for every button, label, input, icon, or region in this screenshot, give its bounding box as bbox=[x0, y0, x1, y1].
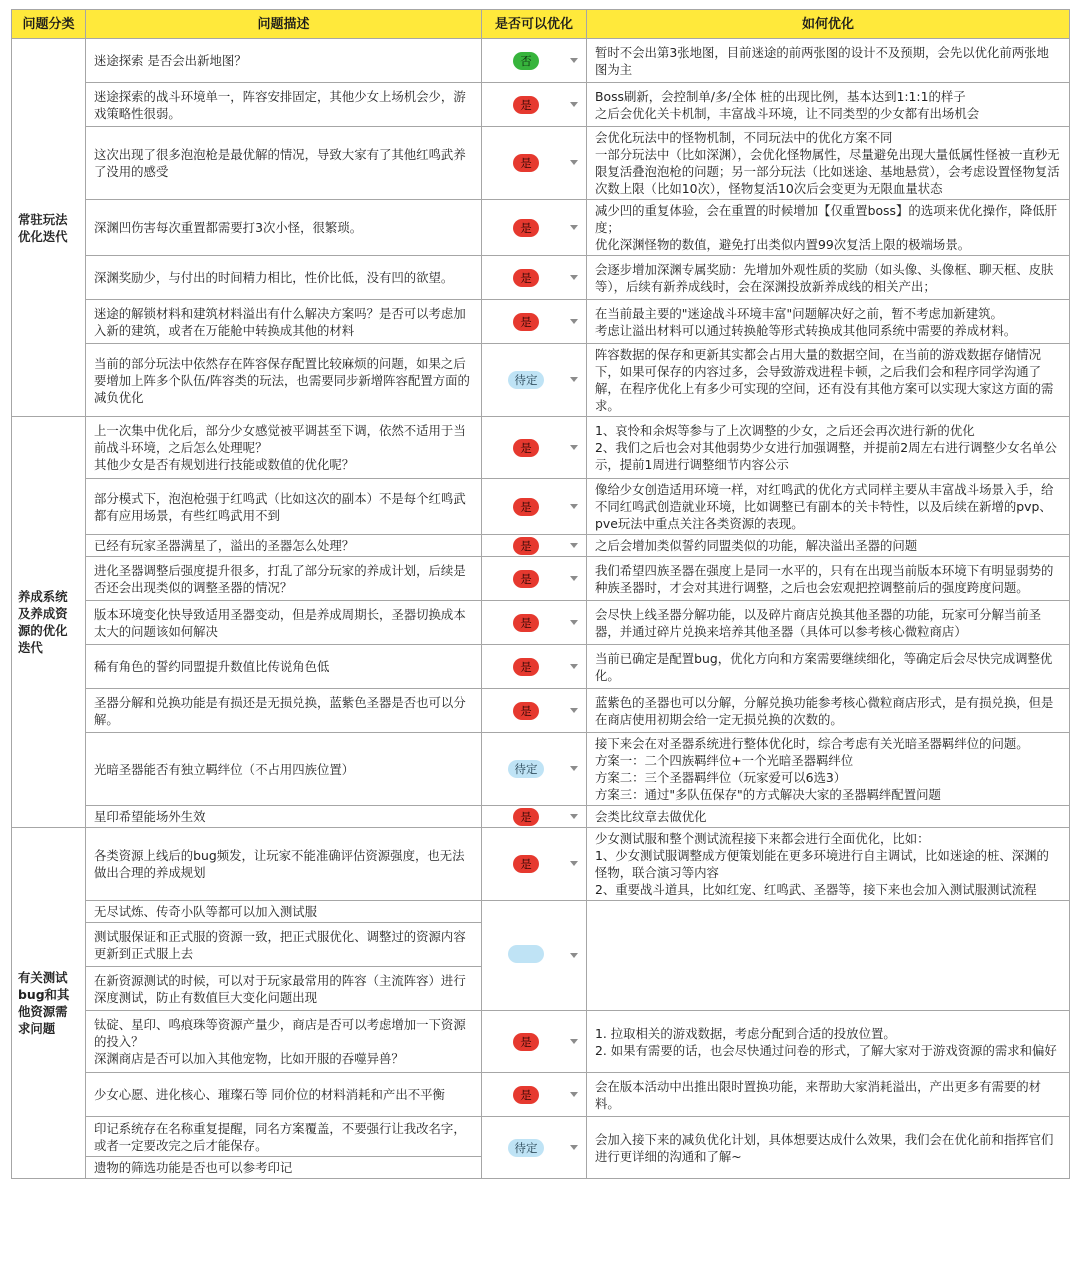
text-line: 优化深渊怪物的数值，避免打出类似内置99次复活上限的极端场景。 bbox=[595, 237, 971, 252]
status-badge: 是 bbox=[513, 96, 539, 114]
table-row bbox=[12, 39, 1070, 83]
text-line: 无尽试炼、传奇小队等都可以加入测试服 bbox=[94, 904, 318, 919]
text-line: 我们希望四族圣器在强度上是同一水平的，只有在出现当前版本环境下有明显弱势的种族圣器时，才会对其进行调整，之后也会宏观把控调整前后的强度跨度问题。 bbox=[595, 562, 1054, 595]
table-row bbox=[12, 535, 1070, 557]
description-cell bbox=[86, 479, 482, 535]
dropdown-arrow-icon[interactable] bbox=[570, 1039, 578, 1044]
status-badge: 是 bbox=[513, 269, 539, 287]
text-line: 迷途探索的战斗环境单一，阵容安排固定，其他少女上场机会少，游戏策略性很弱。 bbox=[94, 88, 466, 121]
status-cell[interactable] bbox=[482, 535, 587, 557]
feedback-table bbox=[11, 9, 1070, 1179]
status-badge: 是 bbox=[513, 219, 539, 237]
table-row bbox=[12, 1011, 1070, 1073]
text-line: 像给少女创造适用环境一样，对红鸣武的优化方式同样主要从丰富战斗场景入手，给不同红鸣武创造就业环境，比如调整已有副本的关卡特性，以及后续在新增的pvp、pve玩法中重点关注各类资源的表现。 bbox=[595, 482, 1054, 531]
text-line: 深渊商店是否可以加入其他宠物，比如开服的吞噬异兽？ bbox=[94, 1051, 404, 1066]
description-cell bbox=[86, 1157, 482, 1179]
text-line: 1. 拉取相关的游戏数据，考虑分配到合适的投放位置。 bbox=[595, 1025, 896, 1041]
status-badge: 是 bbox=[513, 439, 539, 457]
description-cell bbox=[86, 127, 482, 200]
text-line: 光暗圣器能否有独立羁绊位（不占用四族位置） bbox=[94, 761, 355, 777]
dropdown-arrow-icon[interactable] bbox=[570, 319, 578, 324]
status-badge: 待定 bbox=[508, 1139, 544, 1157]
status-badge: 是 bbox=[513, 498, 539, 516]
table-row bbox=[12, 1117, 1070, 1157]
text-line: 测试服保证和正式服的资源一致，把正式服优化、调整过的资源内容更新到正式服上去 bbox=[94, 928, 466, 961]
text-line: 已经有玩家圣器满星了，溢出的圣器怎么处理？ bbox=[94, 538, 355, 553]
status-cell[interactable] bbox=[482, 479, 587, 535]
text-line: 之后会优化关卡机制，丰富战斗环境，让不同类型的少女都有出场机会 bbox=[595, 105, 980, 121]
dropdown-arrow-icon[interactable] bbox=[570, 275, 578, 280]
status-badge: 是 bbox=[513, 614, 539, 632]
status-cell[interactable] bbox=[482, 127, 587, 200]
description-cell bbox=[86, 901, 482, 923]
text-line: 部分模式下，泡泡枪强于红鸣武（比如这次的副本）不是每个红鸣武都有应用场景，有些红鸣武用不到 bbox=[94, 490, 466, 523]
description-cell bbox=[86, 557, 482, 601]
description-cell bbox=[86, 256, 482, 300]
status-badge: 待定 bbox=[508, 371, 544, 389]
dropdown-arrow-icon[interactable] bbox=[570, 708, 578, 713]
dropdown-arrow-icon[interactable] bbox=[570, 620, 578, 625]
text-line: 少女心愿、进化核心、璀璨石等 同价位的材料消耗和产出不平衡 bbox=[94, 1087, 445, 1102]
description-cell bbox=[86, 344, 482, 417]
answer-cell bbox=[587, 733, 1070, 806]
text-line: 在新资源测试的时候，可以对于玩家最常用的阵容（主流阵容）进行深度测试，防止有数值巨大变化问题出现 bbox=[94, 972, 466, 1005]
text-line: 接下来会在对圣器系统进行整体优化时，综合考虑有关光暗圣器羁绊位的问题。 bbox=[595, 736, 1029, 751]
text-line: 上一次集中优化后，部分少女感觉被平调甚至下调，依然不适用于当前战斗环境，之后怎么处理呢？ bbox=[94, 423, 466, 455]
header-row bbox=[12, 10, 1070, 39]
dropdown-arrow-icon[interactable] bbox=[570, 377, 578, 382]
text-line: 一部分玩法中（比如深渊），会优化怪物属性，尽量避免出现大量低属性怪被一直秒无限复活叠泡泡枪的问题；另一部分玩法（比如迷途、基地悬赏），会考虑设置怪物复活次数上限（比如10次），怪物复活10次后会变更为无限血量状态 bbox=[595, 147, 1060, 196]
header-optimizable: 是否可以优化 bbox=[482, 10, 587, 39]
table-row bbox=[12, 344, 1070, 417]
status-badge: 是 bbox=[513, 702, 539, 720]
description-cell bbox=[86, 967, 482, 1011]
status-cell[interactable] bbox=[482, 733, 587, 806]
description-cell bbox=[86, 417, 482, 479]
text-line: 版本环境变化快导致适用圣器变动，但是养成周期长，圣器切换成本太大的问题该如何解决 bbox=[94, 606, 466, 639]
description-cell bbox=[86, 689, 482, 733]
text-line: 考虑让溢出材料可以通过转换舱等形式转换成其他同系统中需要的养成材料。 bbox=[595, 322, 1017, 338]
text-line: 这次出现了很多泡泡枪是最优解的情况，导致大家有了其他红鸣武养了没用的感受 bbox=[94, 147, 466, 179]
dropdown-arrow-icon[interactable] bbox=[570, 576, 578, 581]
status-cell[interactable] bbox=[482, 645, 587, 689]
text-line: 当前已确定是配置bug，优化方向和方案需要继续细化，等确定后会尽快完成调整优化。 bbox=[595, 650, 1053, 683]
status-badge: 是 bbox=[513, 1033, 539, 1051]
answer-cell bbox=[587, 1011, 1070, 1073]
status-cell[interactable] bbox=[482, 300, 587, 344]
answer-cell bbox=[587, 601, 1070, 645]
table-row bbox=[12, 828, 1070, 901]
text-line: 迷途探索 是否会出新地图？ bbox=[94, 53, 247, 68]
status-cell[interactable] bbox=[482, 1011, 587, 1073]
table-row bbox=[12, 1073, 1070, 1117]
status-badge: 是 bbox=[513, 313, 539, 331]
table-row bbox=[12, 689, 1070, 733]
dropdown-arrow-icon[interactable] bbox=[570, 1145, 578, 1150]
table-row bbox=[12, 557, 1070, 601]
status-badge: 是 bbox=[513, 855, 539, 873]
status-badge: 是 bbox=[513, 570, 539, 588]
dropdown-arrow-icon[interactable] bbox=[570, 664, 578, 669]
text-line: 减少凹的重复体验，会在重置的时候增加【仅重置boss】的选项来优化操作，降低肝度； bbox=[595, 203, 1058, 235]
description-cell bbox=[86, 806, 482, 828]
status-cell[interactable] bbox=[482, 200, 587, 256]
table-row bbox=[12, 127, 1070, 200]
category-cell: 养成系统及养成资源的优化迭代 bbox=[12, 417, 86, 828]
dropdown-arrow-icon[interactable] bbox=[570, 58, 578, 63]
status-badge: 否 bbox=[513, 52, 539, 70]
status-cell[interactable] bbox=[482, 901, 587, 1011]
text-line: 1、哀怜和余烬等参与了上次调整的少女，之后还会再次进行新的优化 bbox=[595, 423, 975, 438]
text-line: 在当前最主要的"迷途战斗环境丰富"问题解决好之前，暂不考虑加新建筑。 bbox=[595, 305, 1003, 321]
status-badge: 待定 bbox=[508, 760, 544, 778]
dropdown-arrow-icon[interactable] bbox=[570, 1092, 578, 1097]
status-cell[interactable] bbox=[482, 344, 587, 417]
status-badge: 是 bbox=[513, 658, 539, 676]
dropdown-arrow-icon[interactable] bbox=[570, 102, 578, 107]
text-line: 蓝紫色的圣器也可以分解，分解兑换功能参考核心微粒商店形式，是有损兑换，但是在商店使用初期会给一定无损兑换的次数的。 bbox=[595, 694, 1054, 727]
status-badge: 是 bbox=[513, 1086, 539, 1104]
status-cell[interactable] bbox=[482, 601, 587, 645]
table-row bbox=[12, 901, 1070, 923]
dropdown-arrow-icon[interactable] bbox=[570, 814, 578, 819]
text-line: 2、我们之后也会对其他弱势少女进行加强调整，并提前2周左右进行调整少女名单公示，提前1周进行调整细节内容公示 bbox=[595, 440, 1057, 472]
dropdown-arrow-icon[interactable] bbox=[570, 504, 578, 509]
answer-cell bbox=[587, 828, 1070, 901]
answer-cell bbox=[587, 256, 1070, 300]
description-cell bbox=[86, 645, 482, 689]
answer-cell bbox=[587, 901, 1070, 1011]
text-line: 暂时不会出第3张地图，目前迷途的前两张图的设计不及预期，会先以优化前两张地图为主 bbox=[595, 44, 1049, 77]
description-cell bbox=[86, 601, 482, 645]
status-cell[interactable] bbox=[482, 1117, 587, 1179]
answer-cell bbox=[587, 1073, 1070, 1117]
status-cell[interactable] bbox=[482, 417, 587, 479]
dropdown-arrow-icon[interactable] bbox=[570, 766, 578, 771]
status-badge: 是 bbox=[513, 537, 539, 555]
text-line: 各类资源上线后的bug频发，让玩家不能准确评估资源强度，也无法做出合理的养成规划 bbox=[94, 848, 465, 880]
answer-cell bbox=[587, 479, 1070, 535]
header-description: 问题描述 bbox=[86, 10, 482, 39]
status-cell[interactable] bbox=[482, 689, 587, 733]
text-line: 会尽快上线圣器分解功能，以及碎片商店兑换其他圣器的功能，玩家可分解当前圣器，并通过碎片兑换来培养其他圣器（具体可以参考核心微粒商店） bbox=[595, 606, 1042, 639]
description-cell bbox=[86, 39, 482, 83]
table-row bbox=[12, 601, 1070, 645]
text-line: 会逐步增加深渊专属奖励：先增加外观性质的奖励（如头像、头像框、聊天框、皮肤等），后续有新养成线时，会在深渊投放新养成线的相关产出； bbox=[595, 261, 1054, 294]
table-row bbox=[12, 83, 1070, 127]
category-cell: 常驻玩法优化迭代 bbox=[12, 39, 86, 417]
answer-cell bbox=[587, 806, 1070, 828]
table-row bbox=[12, 256, 1070, 300]
header-how: 如何优化 bbox=[587, 10, 1070, 39]
answer-cell bbox=[587, 344, 1070, 417]
text-line: 印记系统存在名称重复提醒，同名方案覆盖，不要强行让我改名字，或者一定要改完之后才能保存。 bbox=[94, 1120, 466, 1153]
text-line: 少女测试服和整个测试流程接下来都会进行全面优化，比如： bbox=[595, 831, 930, 846]
dropdown-arrow-icon[interactable] bbox=[570, 543, 578, 548]
text-line: 方案二：三个圣器羁绊位（玩家爱可以6选3） bbox=[595, 770, 847, 785]
description-cell bbox=[86, 923, 482, 967]
table-row bbox=[12, 806, 1070, 828]
text-line: 1、少女测试服调整成方便策划能在更多环境进行自主调试，比如迷途的桩、深渊的怪物，联合演习等内容 bbox=[595, 848, 1049, 880]
answer-cell bbox=[587, 39, 1070, 83]
text-line: 进化圣器调整后强度提升很多，打乱了部分玩家的养成计划，后续是否还会出现类似的调整圣器的情况？ bbox=[94, 562, 466, 595]
description-cell bbox=[86, 200, 482, 256]
text-line: 之后会增加类似誓约同盟类似的功能，解决溢出圣器的问题 bbox=[595, 538, 918, 553]
text-line: 2、重要战斗道具，比如红宠、红鸣武、圣器等，接下来也会加入测试服测试流程 bbox=[595, 882, 1037, 897]
status-cell[interactable] bbox=[482, 557, 587, 601]
text-line: 方案三：通过"多队伍保存"的方式解决大家的圣器羁绊配置问题 bbox=[595, 787, 941, 802]
answer-cell bbox=[587, 535, 1070, 557]
text-line: 深渊奖励少，与付出的时间精力相比，性价比低，没有凹的欲望。 bbox=[94, 270, 454, 285]
status-cell[interactable] bbox=[482, 83, 587, 127]
text-line: 深渊凹伤害每次重置都需要打3次小怪，很繁琐。 bbox=[94, 220, 363, 235]
table-row bbox=[12, 479, 1070, 535]
text-line: 阵容数据的保存和更新其实都会占用大量的数据空间，在当前的游戏数据存储情况下，如果可保存的内容过多，会导致游戏进程卡顿，之后我们会和程序同学沟通了解，在程序优化上有多少可实现的空间，还有没有其他方案可以实现大家这方面的需求。 bbox=[595, 347, 1054, 413]
dropdown-arrow-icon[interactable] bbox=[570, 953, 578, 958]
answer-cell bbox=[587, 127, 1070, 200]
table-row bbox=[12, 645, 1070, 689]
text-line: 其他少女是否有规划进行技能或数值的优化呢？ bbox=[94, 457, 355, 472]
answer-cell bbox=[587, 300, 1070, 344]
text-line: 会加入接下来的减负优化计划，具体想要达成什么效果，我们会在优化前和指挥官们进行更详细的沟通和了解~ bbox=[595, 1131, 1054, 1164]
description-cell bbox=[86, 535, 482, 557]
answer-cell bbox=[587, 1117, 1070, 1179]
text-line: 遗物的筛选功能是否也可以参考印记 bbox=[94, 1160, 293, 1175]
status-cell[interactable] bbox=[482, 39, 587, 83]
answer-cell bbox=[587, 83, 1070, 127]
status-badge: 是 bbox=[513, 154, 539, 172]
description-cell bbox=[86, 1117, 482, 1157]
dropdown-arrow-icon[interactable] bbox=[570, 225, 578, 230]
text-line: Boss刷新，会控制单/多/全体 桩的出现比例，基本达到1:1:1的样子 bbox=[595, 88, 966, 104]
answer-cell bbox=[587, 417, 1070, 479]
answer-cell bbox=[587, 557, 1070, 601]
text-line: 钛碇、星印、鸣痕珠等资源产量少，商店是否可以考虑增加一下资源的投入？ bbox=[94, 1017, 466, 1049]
text-line: 当前的部分玩法中依然存在阵容保存配置比较麻烦的问题，如果之后要增加上阵多个队伍/阵容类的玩法，也需要同步新增阵容配置方面的减负优化 bbox=[94, 355, 470, 405]
dropdown-arrow-icon[interactable] bbox=[570, 160, 578, 165]
status-cell[interactable] bbox=[482, 828, 587, 901]
text-line: 方案一：二个四族羁绊位+一个光暗圣器羁绊位 bbox=[595, 753, 854, 768]
category-cell: 有关测试bug和其他资源需求问题 bbox=[12, 828, 86, 1179]
description-cell bbox=[86, 828, 482, 901]
description-cell bbox=[86, 733, 482, 806]
text-line: 稀有角色的誓约同盟提升数值比传说角色低 bbox=[94, 659, 330, 674]
text-line: 会在版本活动中出推出限时置换功能，来帮助大家消耗溢出，产出更多有需要的材料。 bbox=[595, 1078, 1042, 1111]
text-line: 会类比纹章去做优化 bbox=[595, 809, 707, 824]
description-cell bbox=[86, 83, 482, 127]
text-line: 会优化玩法中的怪物机制，不同玩法中的优化方案不同 bbox=[595, 130, 893, 145]
table-row bbox=[12, 417, 1070, 479]
dropdown-arrow-icon[interactable] bbox=[570, 861, 578, 866]
status-badge bbox=[508, 945, 544, 963]
text-line: 2. 如果有需要的话，也会尽快通过问卷的形式，了解大家对于游戏资源的需求和偏好 bbox=[595, 1042, 1057, 1058]
description-cell bbox=[86, 1073, 482, 1117]
text-line: 星印希望能场外生效 bbox=[94, 809, 206, 824]
table-row bbox=[12, 300, 1070, 344]
table-row bbox=[12, 733, 1070, 806]
status-cell[interactable] bbox=[482, 806, 587, 828]
description-cell bbox=[86, 300, 482, 344]
dropdown-arrow-icon[interactable] bbox=[570, 445, 578, 450]
text-line: 迷途的解锁材料和建筑材料溢出有什么解决方案吗？是否可以考虑加入新的建筑，或者在万能舱中转换成其他的材料 bbox=[94, 305, 466, 338]
text-line: 圣器分解和兑换功能是有损还是无损兑换，蓝紫色圣器是否也可以分解。 bbox=[94, 694, 466, 727]
status-badge: 是 bbox=[513, 808, 539, 826]
description-cell bbox=[86, 1011, 482, 1073]
status-cell[interactable] bbox=[482, 1073, 587, 1117]
answer-cell bbox=[587, 645, 1070, 689]
header-category: 问题分类 bbox=[12, 10, 86, 39]
answer-cell bbox=[587, 689, 1070, 733]
table-row bbox=[12, 200, 1070, 256]
status-cell[interactable] bbox=[482, 256, 587, 300]
answer-cell bbox=[587, 200, 1070, 256]
